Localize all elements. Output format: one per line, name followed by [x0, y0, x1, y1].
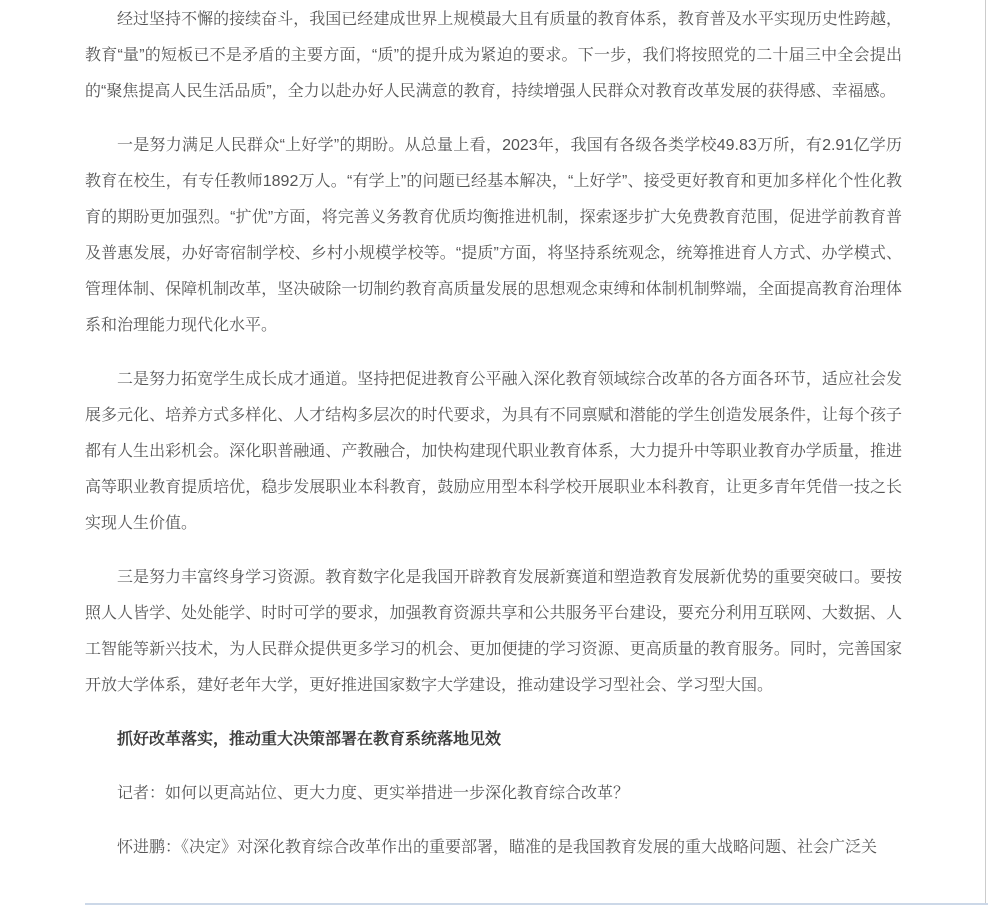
page-right-border: [985, 0, 986, 905]
paragraph-point-one: 一是努力满足人民群众“上好学”的期盼。从总量上看，2023年，我国有各级各类学校49.83万所，有2.91亿学历教育在校生，有专任教师1892万人。“有学上”的问题已经基本解决，“上好学”、接受更好教育和更加多样化个性化教育的期盼更加强烈。“扩优”方面，将完善义务教育优质均衡推进机制，探索逐步扩大免费教育范围，促进学前教育普及普惠发展，办好寄宿制学校、乡村小规模学校等。“提质”方面，将坚持系统观念，统筹推进育人方式、办学模式、管理体制、保障机制改革，坚决破除一切制约教育高质量发展的思想观念束缚和体制机制弊端，全面提高教育治理体系和治理能力现代化水平。: [85, 137, 902, 334]
reporter-question: 记者：如何以更高站位、更大力度、更实举措进一步深化教育综合改革？: [117, 785, 630, 802]
interviewee-answer: 怀进鹏：《决定》对深化教育综合改革作出的重要部署，瞄准的是我国教育发展的重大战略问题、社会广泛关: [117, 839, 878, 856]
section-heading: 抓好改革落实，推动重大决策部署在教育系统落地见效: [117, 731, 502, 748]
paragraph-point-three: 三是努力丰富终身学习资源。教育数字化是我国开辟教育发展新赛道和塑造教育发展新优势的重要突破口。要按照人人皆学、处处能学、时时可学的要求，加强教育资源共享和公共服务平台建设，要充分利用互联网、大数据、人工智能等新兴技术，为人民群众提供更多学习的机会、更加便捷的学习资源、更高质量的教育服务。同时，完善国家开放大学体系，建好老年大学，更好推进国家数字大学建设，推动建设学习型社会、学习型大国。: [85, 569, 902, 694]
paragraph-achievements: 经过坚持不懈的接续奋斗，我国已经建成世界上规模最大且有质量的教育体系，教育普及水平实现历史性跨越，教育“量”的短板已不是矛盾的主要方面，“质”的提升成为紧迫的要求。下一步，我们将按照党的二十届三中全会提出的“聚焦提高人民生活品质”，全力以赴办好人民满意的教育，持续增强人民群众对教育改革发展的获得感、幸福感。: [85, 11, 902, 100]
paragraph-point-two: 二是努力拓宽学生成长成才通道。坚持把促进教育公平融入深化教育领域综合改革的各方面各环节，适应社会发展多元化、培养方式多样化、人才结构多层次的时代要求，为具有不同禀赋和潜能的学生创造发展条件，让每个孩子都有人生出彩机会。深化职普融通、产教融合，加快构建现代职业教育体系，大力提升中等职业教育办学质量，推进高等职业教育提质培优，稳步发展职业本科教育，鼓励应用型本科学校开展职业本科教育，让更多青年凭借一技之长实现人生价值。: [85, 371, 902, 532]
